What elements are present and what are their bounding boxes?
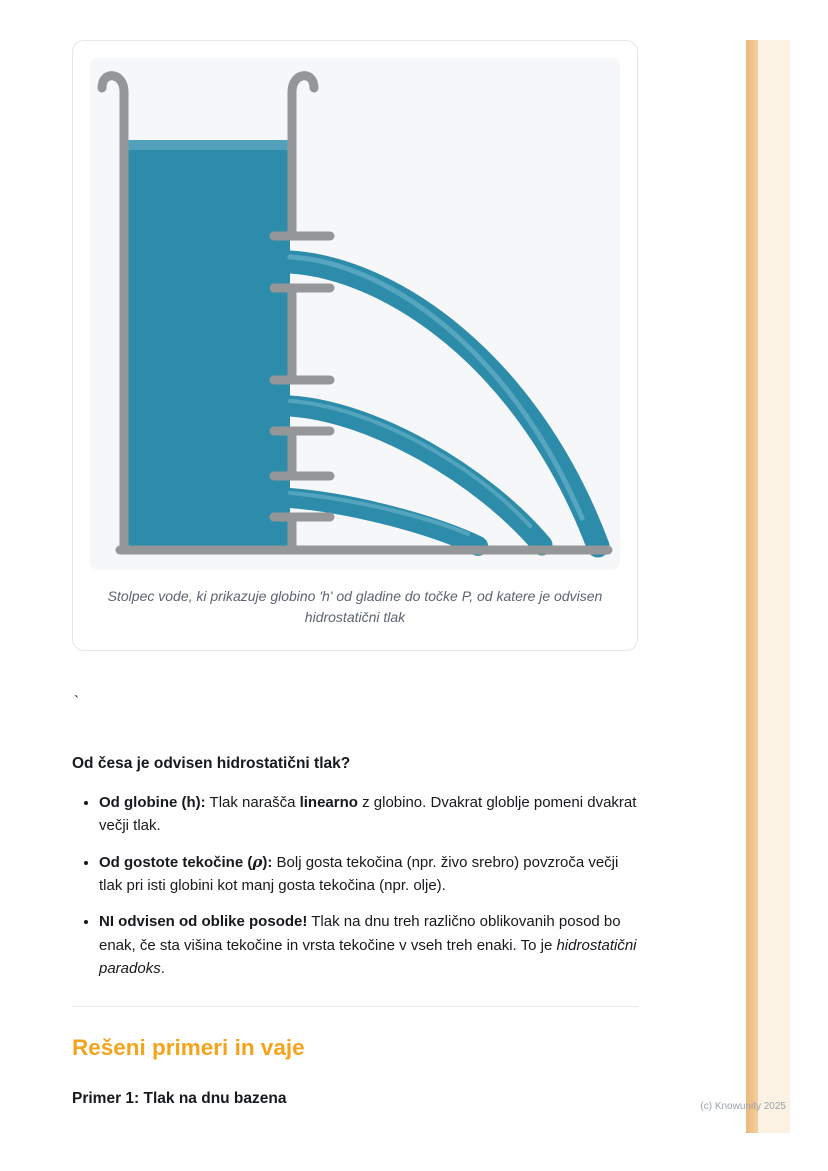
document-content [72,40,638,1111]
stream-bottom [290,498,478,546]
figure-card [72,40,638,651]
text-segment: Bolj gosta tekočina (npr. živo srebro) povzroča večji tlak pri isti globini kot manj gosta tekočina (npr. olje). [99,853,619,894]
text-segment: linearno [299,793,358,811]
text-segment: . [160,960,165,978]
list-item-depth [99,791,638,838]
text-segment: Od globine (h): [99,793,206,811]
water-streams [290,257,598,546]
example-heading: Primer 1: Tlak na dnu bazena [72,1090,287,1108]
rho-symbol: ρ [252,852,263,871]
section-heading: Rešeni primeri in vaje [72,1035,305,1061]
text-segment: Tlak na dnu treh različno oblikovanih posod bo enak, če sta višina tekočine in vrsta tekočine v vseh treh enaki. To je [99,913,621,954]
water-tank-illustration [90,58,620,570]
text-segment: ): [262,853,273,871]
text-segment: NI odvisen od oblike posode! [99,913,308,931]
list-item-density [99,851,638,898]
text-segment: z globino. Dvakrat globlje pomeni dvakrat večji tlak. [99,793,637,835]
text-segment: Tlak narašča [205,793,300,811]
tank-left-wall [102,76,124,549]
page-edge-stripe [746,40,758,1133]
stray-backtick: ` [74,693,79,710]
factors-list [72,791,638,981]
question-heading: Od česa je odvisen hidrostatični tlak? [72,754,351,772]
copyright: (c) Knowunity 2025 [700,1101,786,1112]
tank-water [126,140,290,550]
section-divider [72,1006,638,1007]
page-edge-band [758,40,790,1133]
figure-caption: Stolpec vode, ki prikazuje globino 'h' od gladine do točke P, od katere je odvisen hidrostatični tlak [107,588,603,625]
text-segment: hidrostatični paradoks [99,936,637,978]
stream-top-highlight [290,257,582,518]
water-tank-svg [90,58,620,570]
tank-right-wall-top [292,76,314,236]
text-segment: Od gostote tekočine ( [99,853,253,871]
water-surface-highlight [126,140,290,150]
list-item-shape [99,910,638,980]
